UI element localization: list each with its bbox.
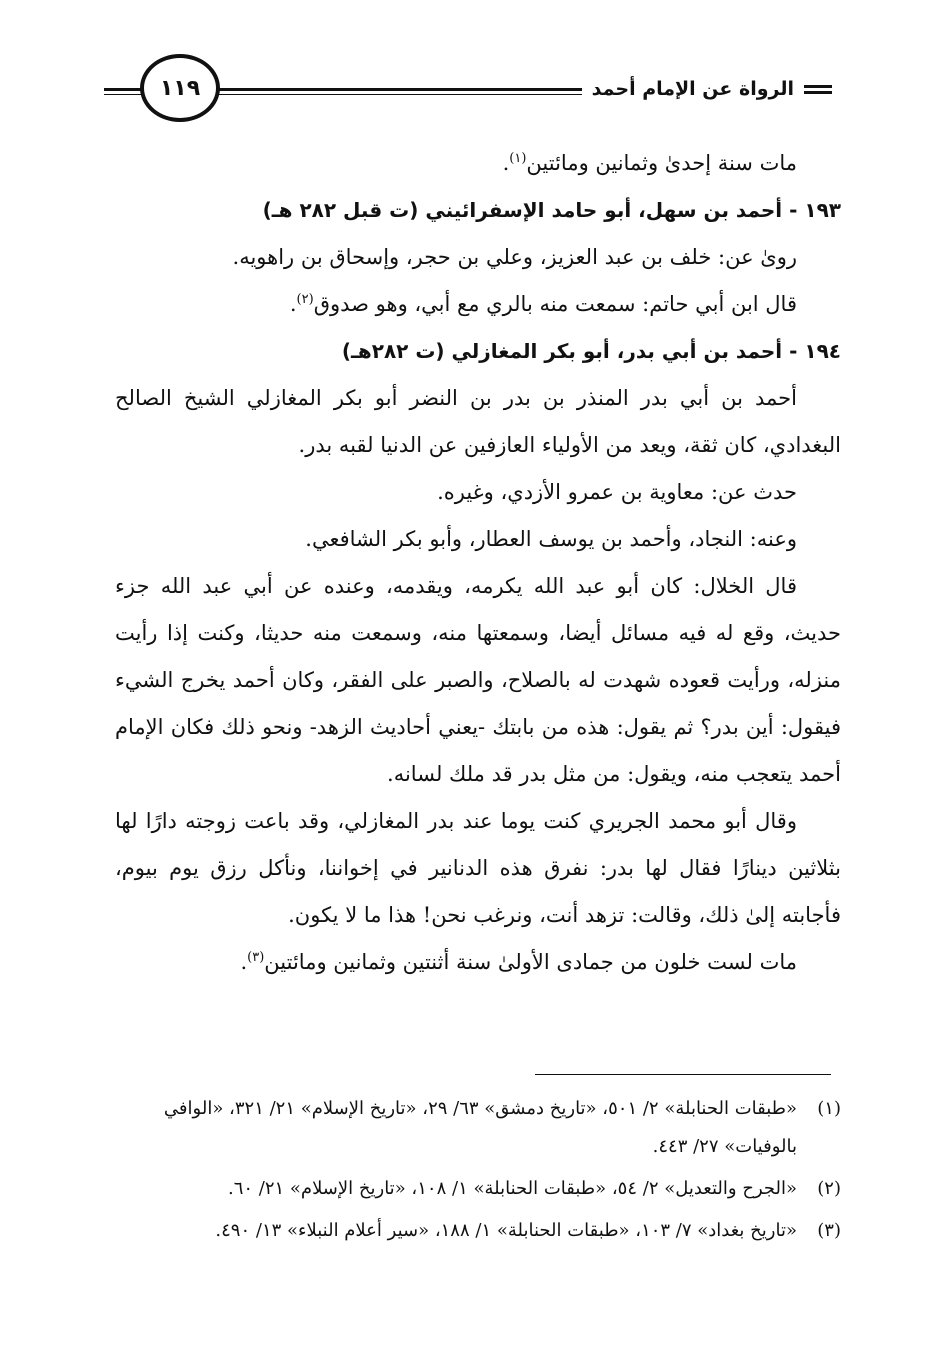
footnote-number: (١): [817, 1098, 841, 1119]
entry-heading: ١٩٤ - أحمد بن أبي بدر، أبو بكر المغازلي (ت ٢٨٢هـ): [341, 339, 841, 363]
header-title: الرواة عن الإمام أحمد: [582, 76, 804, 102]
footnote-item: [115, 1090, 841, 1166]
text-line: مات سنة إحدىٰ وثمانين ومائتين$^{(١)}$.: [502, 151, 797, 175]
entry-heading: ١٩٣ - أحمد بن سهل، أبو حامد الإسفرائيني (ت قبل ٢٨٢ هـ): [262, 198, 841, 222]
footnote-ref: (٢): [296, 292, 314, 307]
paragraph: أحمد بن أبي بدر المنذر بن بدر بن النضر أبو بكر المغازلي الشيخ الصالح البغدادي، كان ثقة، ويعد من الأولياء العازفين عن الدنيا لقبه بدر.: [115, 386, 841, 457]
footnote-number: (٣): [817, 1220, 841, 1241]
footnote-number: (٢): [817, 1178, 841, 1199]
running-header: [104, 52, 832, 132]
paragraph: قال الخلال: كان أبو عبد الله يكرمه، ويقدمه، وعنده عن أبي عبد الله جزء حديث، وقع له فيه مسائل أيضا، وسمعتها منه، وسمعت منه حديثا، وكنت إذا رأيت منزله، ورأيت قعوده شهدت له بالصلاح، والصبر على الفقر، وكان أحمد يخرج الشيء فيقول: أين بدر؟ ثم يقول: هذه من بابتك -يعني أحاديث الزهد- ونحو ذلك فكان الإمام أحمد يتعجب منه، ويقول: من مثل بدر قد ملك لسانه.: [115, 574, 841, 786]
page-number: [140, 54, 220, 122]
text-line: روىٰ عن: خلف بن عبد العزيز، وعلي بن حجر، وإسحاق بن راهويه.: [232, 245, 797, 269]
footnotes: [115, 1090, 841, 1254]
footnote-item: [115, 1212, 841, 1250]
paragraph: وقال أبو محمد الجريري كنت يوما عند بدر المغازلي، وقد باعت زوجته دارًا لها بثلاثين دينارًا فقال لها بدر: نفرق هذه الدنانير في إخواننا، ونأكل رزق يوم بيوم، فأجابته إلىٰ ذلك، وقالت: تزهد أنت، ونرغب نحن! هذا ما لا يكون.: [115, 809, 841, 927]
footnote-text: «الجرح والتعديل» ٢/ ٥٤، «طبقات الحنابلة» ١/ ١٠٨، «تاريخ الإسلام» ٢١/ ٦٠.: [227, 1178, 797, 1199]
text-line: وعنه: النجاد، وأحمد بن يوسف العطار، وأبو بكر الشافعي.: [305, 527, 797, 551]
text-line: حدث عن: معاوية بن عمرو الأزدي، وغيره.: [437, 480, 797, 504]
footnote-ref: (٣): [247, 950, 265, 965]
footnote-text: «تاريخ بغداد» ٧/ ١٠٣، «طبقات الحنابلة» ١/ ١٨٨، «سير أعلام النبلاء» ١٣/ ٤٩٠.: [215, 1220, 797, 1241]
header-dash-ornament: [802, 76, 832, 102]
footnote-separator: [535, 1074, 831, 1075]
footnote-item: [115, 1170, 841, 1208]
footnote-ref: (١): [509, 151, 527, 166]
text-line: قال ابن أبي حاتم: سمعت منه بالري مع أبي، وهو صدوق$^{(٢)}$.: [289, 292, 797, 316]
page-number-text: ١١٩: [159, 75, 201, 101]
text-line: مات لست خلون من جمادى الأولىٰ سنة أثنتين وثمانين ومائتين$^{(٣)}$.: [240, 950, 797, 974]
main-text: [115, 140, 841, 986]
footnote-text: «طبقات الحنابلة» ٢/ ٥٠١، «تاريخ دمشق» ٦٣/ ٢٩، «تاريخ الإسلام» ٢١/ ٣٢١، «الوافي بالوفيات» ٢٧/ ٤٤٣.: [163, 1098, 797, 1157]
